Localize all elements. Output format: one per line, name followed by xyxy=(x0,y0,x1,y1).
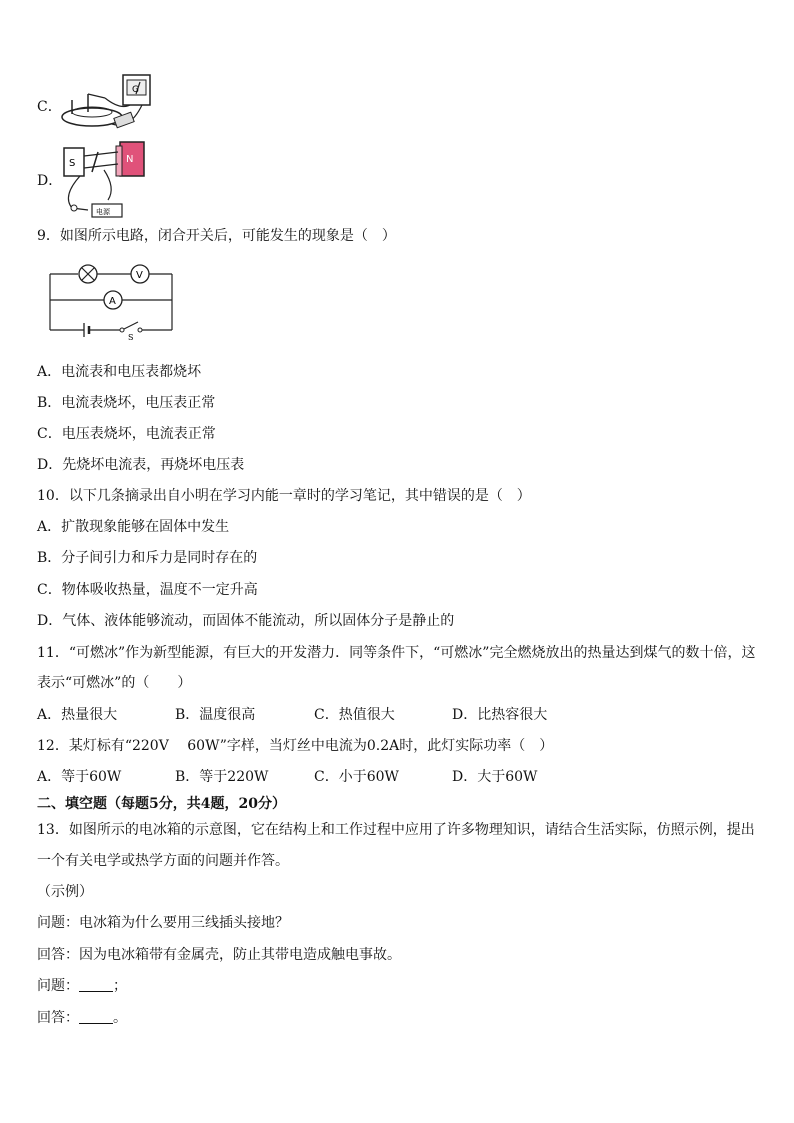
q9-circuit-diagram xyxy=(44,260,178,340)
q12-option-c: C．小于60W xyxy=(314,769,399,785)
answer-end: 。 xyxy=(113,1010,127,1026)
question-blank[interactable] xyxy=(79,977,113,992)
q10-option-a: A．扩散现象能够在固体中发生 xyxy=(37,519,230,535)
question-label: 问题： xyxy=(37,978,79,994)
figure-d-magnet-conductor xyxy=(60,138,152,220)
q11-stem-line1: 11．“可燃冰”作为新型能源，有巨大的开发潜力．同等条件下，“可燃冰”完全燃烧放出的热量达到煤气的数十倍，这 xyxy=(37,645,756,661)
q11-option-c: C．热值很大 xyxy=(314,707,395,723)
q11-option-b: B．温度很高 xyxy=(175,707,256,723)
answer-blank[interactable] xyxy=(79,1009,113,1024)
q10-option-b: B．分子间引力和斥力是同时存在的 xyxy=(37,550,258,566)
q13-example-label: （示例） xyxy=(37,884,93,900)
q8-option-d-label: D． xyxy=(37,173,63,189)
answer-label: 回答： xyxy=(37,1010,79,1026)
q9-option-c: C．电压表烧坏，电流表正常 xyxy=(37,426,216,442)
q9-stem: 9．如图所示电路，闭合开关后，可能发生的现象是（ ） xyxy=(37,228,396,244)
north-pole-label: N xyxy=(126,154,134,165)
q13-question-row xyxy=(37,976,127,996)
section-heading: 二、填空题（每题5分，共4题，20分） xyxy=(37,796,286,812)
q9-option-d: D．先烧坏电流表，再烧坏电压表 xyxy=(37,457,245,473)
lamp-icon xyxy=(79,265,97,283)
q11-option-a: A．热量很大 xyxy=(37,707,118,723)
galvanometer-letter: G xyxy=(132,85,139,95)
question-end: ； xyxy=(113,978,127,994)
q12-option-a: A．等于60W xyxy=(37,769,122,785)
power-source-label: 电源 xyxy=(96,208,110,216)
voltmeter-letter: V xyxy=(136,270,143,281)
figure-c-galvanometer-setup xyxy=(60,72,160,136)
switch-letter: S xyxy=(128,333,134,340)
q10-option-d: D．气体、液体能够流动，而固体不能流动，所以固体分子是静止的 xyxy=(37,613,455,629)
q13-example-answer: 回答：因为电冰箱带有金属壳，防止其带电造成触电事故。 xyxy=(37,947,401,963)
q9-option-b: B．电流表烧坏，电压表正常 xyxy=(37,395,216,411)
q13-stem-line2: 一个有关电学或热学方面的问题并作答。 xyxy=(37,853,289,869)
q13-example-question: 问题：电冰箱为什么要用三线插头接地？ xyxy=(37,915,289,931)
south-pole-label: S xyxy=(69,158,76,169)
q12-option-b: B．等于220W xyxy=(175,769,269,785)
q11-stem-line2: 表示“可燃冰”的（ ） xyxy=(37,675,192,691)
q10-option-c: C．物体吸收热量，温度不一定升高 xyxy=(37,582,258,598)
battery-icon xyxy=(84,323,89,337)
q12-option-d: D．大于60W xyxy=(452,769,538,785)
q8-option-c-label: C． xyxy=(37,99,62,115)
q13-answer-row xyxy=(37,1008,127,1028)
q10-stem: 10．以下几条摘录出自小明在学习内能一章时的学习笔记，其中错误的是（ ） xyxy=(37,488,531,504)
ammeter-letter: A xyxy=(109,296,116,307)
q13-stem-line1: 13．如图所示的电冰箱的示意图，它在结构上和工作过程中应用了许多物理知识，请结合生活实际，仿照示例，提出 xyxy=(37,822,755,838)
q9-option-a: A．电流表和电压表都烧坏 xyxy=(37,364,202,380)
q12-stem: 12．某灯标有“220V 60W”字样，当灯丝中电流为0.2A时，此灯实际功率（ ） xyxy=(37,738,554,754)
q11-option-d: D．比热容很大 xyxy=(452,707,548,723)
switch-icon xyxy=(120,322,142,332)
